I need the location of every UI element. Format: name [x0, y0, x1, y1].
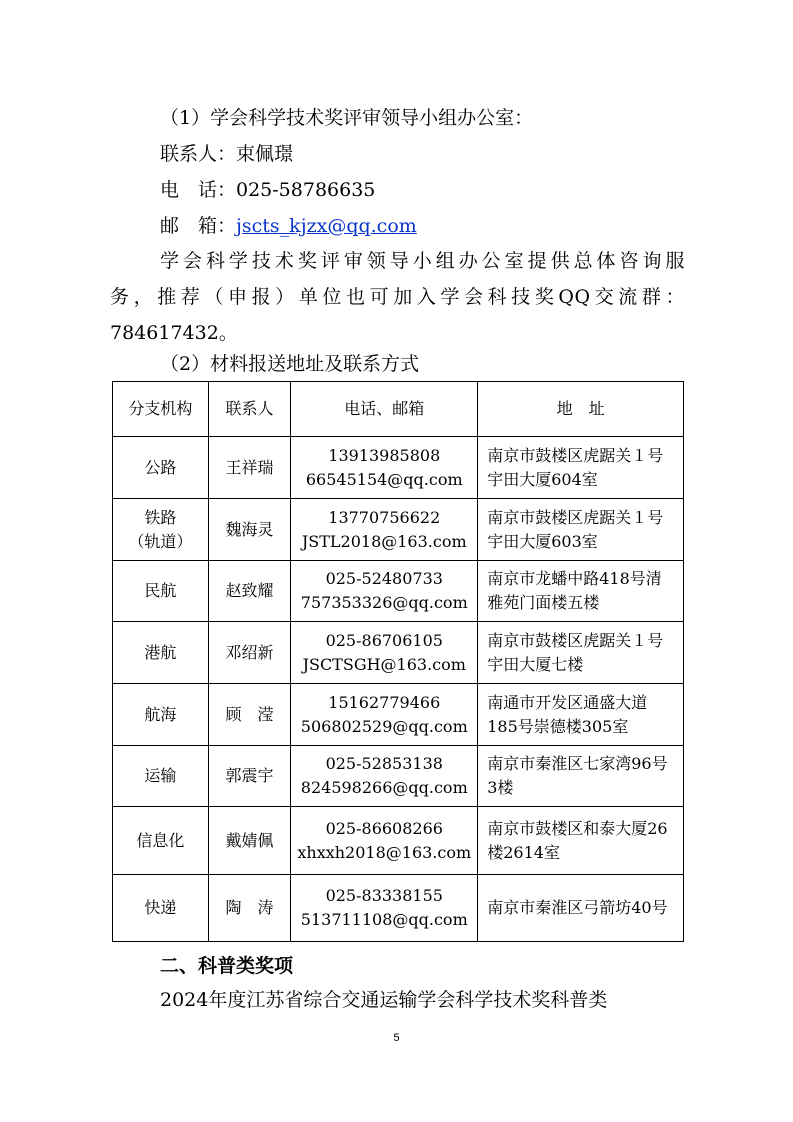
cell-branch: [113, 499, 209, 561]
cell-phone-email: [291, 746, 478, 807]
table-row: [113, 622, 684, 684]
address-line: 雅苑门面楼五楼: [487, 593, 600, 612]
address-line: 楼2614室: [487, 842, 560, 862]
table-row: [113, 807, 684, 875]
branch-text: 信息化: [136, 830, 185, 850]
email-label: 邮 箱：: [160, 215, 237, 237]
section-heading-3: 二、科普类奖项: [160, 955, 294, 977]
intro-line-2: 务，推荐（申报）单位也可加入学会科技奖QQ交流群：: [110, 286, 685, 308]
cell-phone-email: [291, 622, 478, 684]
email-address: 506802529@qq.com: [300, 716, 468, 736]
branch-text: 快递: [144, 898, 177, 917]
phone-line: 电 话：025-58786635: [160, 179, 376, 201]
email-address: 66545154@qq.com: [305, 469, 463, 489]
cell-contact: 赵致耀: [208, 561, 291, 622]
body-line: 2024年度江苏省综合交通运输学会科学技术奖科普类: [160, 989, 608, 1011]
phone-number: 025-86706105: [325, 630, 443, 650]
cell-address: [478, 437, 684, 499]
cell-phone-email: [291, 875, 478, 942]
address-line: 宇田大厦七楼: [487, 654, 584, 674]
phone-number: 15162779466: [328, 692, 441, 712]
intro-line-3: 784617432。: [110, 322, 238, 344]
cell-branch: [113, 561, 209, 622]
page-number: 5: [393, 1032, 400, 1044]
table-row: [113, 561, 684, 622]
table-row: [113, 499, 684, 561]
contact-person-line: 联系人：束佩璟: [160, 143, 294, 165]
address-line: 185号崇德楼305室: [487, 716, 629, 736]
phone-number: 025-86608266: [325, 818, 443, 838]
cell-contact: 戴婧佩: [208, 807, 291, 875]
address-line: 南京市鼓楼区虎踞关１号: [487, 630, 664, 650]
address-line: 南京市鼓楼区虎踞关１号: [487, 507, 664, 527]
phone-number: 025-52853138: [325, 754, 443, 773]
table-body: [113, 437, 684, 942]
cell-phone-email: [291, 684, 478, 746]
email-address: 513711108@qq.com: [300, 910, 468, 929]
cell-phone-email: [291, 437, 478, 499]
address-line: 3楼: [487, 778, 514, 797]
table-row: [113, 684, 684, 746]
branch-text: （轨道）: [128, 531, 193, 551]
address-line: 南通市开发区通盛大道: [487, 692, 648, 712]
cell-address: [478, 875, 684, 942]
address-line: 宇田大厦604室: [487, 469, 598, 489]
email-address: JSTL2018@163.com: [301, 531, 467, 551]
branch-text: 港航: [144, 642, 177, 662]
cell-phone-email: [291, 807, 478, 875]
table-row: [113, 437, 684, 499]
table-header-row: [113, 382, 684, 437]
email-address: xhxxh2018@163.com: [297, 842, 472, 862]
email-line: [160, 214, 417, 238]
email-address: 824598266@qq.com: [300, 778, 468, 797]
cell-phone-email: [291, 499, 478, 561]
cell-address: [478, 746, 684, 807]
header-branch: 分支机构: [113, 382, 209, 437]
address-line: 南京市鼓楼区和泰大厦26: [487, 818, 668, 838]
email-address: 757353326@qq.com: [300, 593, 468, 612]
section-heading-2: （2）材料报送地址及联系方式: [160, 353, 420, 375]
section-heading-1: （1）学会科学技术奖评审领导小组办公室：: [160, 107, 534, 129]
cell-contact: 陶 涛: [208, 875, 291, 942]
header-address: 地 址: [478, 382, 684, 437]
cell-address: [478, 622, 684, 684]
cell-address: [478, 684, 684, 746]
phone-number: 025-52480733: [325, 569, 443, 588]
cell-address: [478, 561, 684, 622]
address-line: 南京市龙蟠中路418号清: [487, 569, 662, 588]
cell-contact: 郭震宇: [208, 746, 291, 807]
branch-text: 航海: [144, 704, 177, 724]
contacts-table: [112, 381, 684, 942]
cell-branch: [113, 622, 209, 684]
branch-text: 民航: [144, 581, 177, 600]
cell-branch: [113, 746, 209, 807]
cell-branch: [113, 437, 209, 499]
cell-address: [478, 499, 684, 561]
table-row: [113, 875, 684, 942]
address-line: 宇田大厦603室: [487, 531, 598, 551]
cell-contact: 魏海灵: [208, 499, 291, 561]
branch-text: 运输: [144, 766, 177, 785]
header-contact: 联系人: [208, 382, 291, 437]
email-address: JSCTSGH@163.com: [302, 654, 466, 674]
cell-phone-email: [291, 561, 478, 622]
cell-contact: 王祥瑞: [208, 437, 291, 499]
table-row: [113, 746, 684, 807]
email-link[interactable]: jscts_kjzx@qq.com: [236, 215, 417, 237]
branch-text: 铁路: [144, 507, 177, 527]
cell-branch: [113, 875, 209, 942]
phone-number: 13770756622: [328, 507, 441, 527]
phone-number: 025-83338155: [325, 886, 443, 905]
cell-contact: 顾 滢: [208, 684, 291, 746]
header-phone-email: 电话、邮箱: [291, 382, 478, 437]
address-line: 南京市鼓楼区虎踞关１号: [487, 445, 664, 465]
address-line: 南京市秦淮区七家湾96号: [487, 754, 668, 773]
cell-contact: 邓绍新: [208, 622, 291, 684]
address-line: 南京市秦淮区弓箭坊40号: [487, 898, 668, 917]
cell-branch: [113, 684, 209, 746]
intro-line-1: 学会科学技术奖评审领导小组办公室提供总体咨询服: [160, 250, 685, 272]
cell-address: [478, 807, 684, 875]
branch-text: 公路: [144, 457, 177, 477]
phone-number: 13913985808: [328, 445, 441, 465]
cell-branch: [113, 807, 209, 875]
